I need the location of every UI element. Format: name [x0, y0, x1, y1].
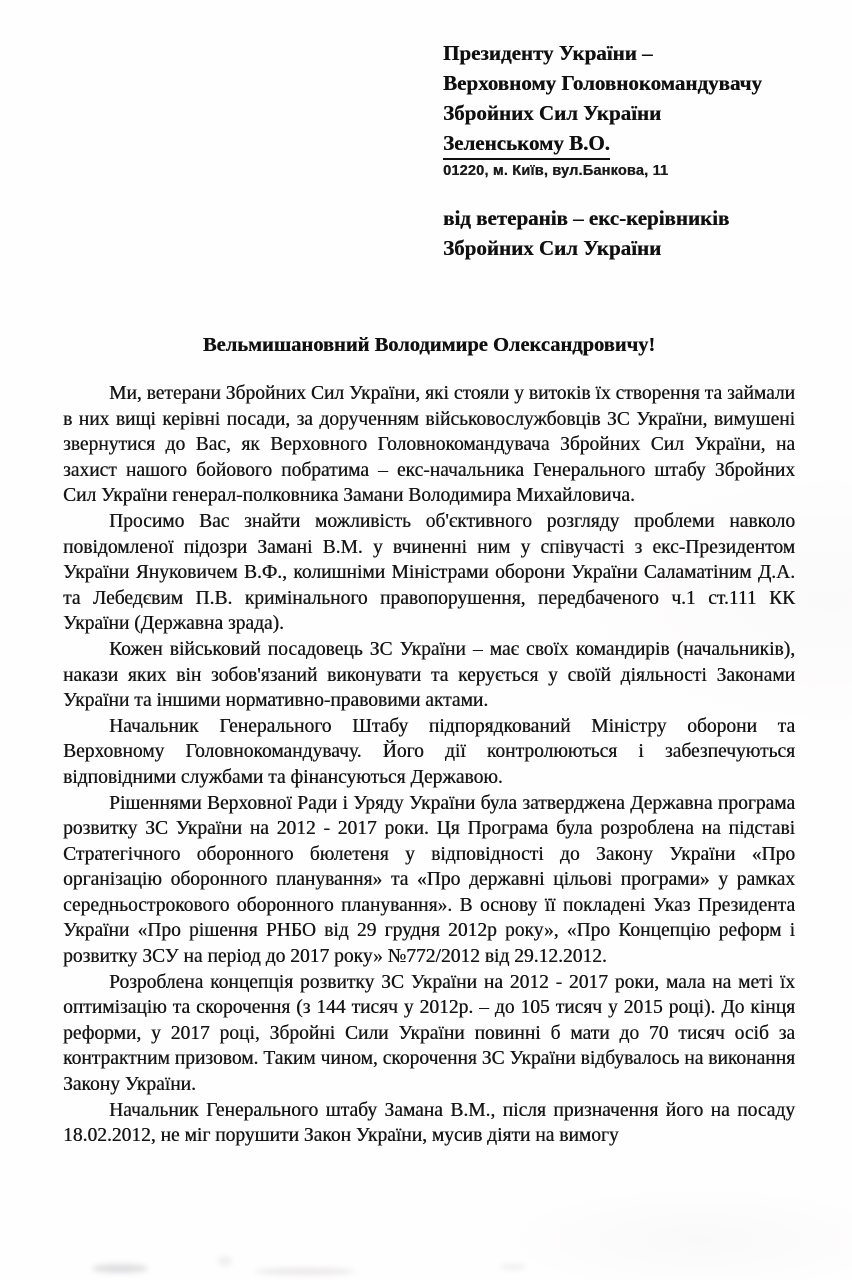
recipient-line: Верховному Головнокомандувачу [443, 71, 762, 95]
paragraph: Просимо Вас знайти можливість об'єктивного розгляду проблеми навколо повідомленої підозри Замані В.М. у вчиненні ним у співучасті з екс-Президентом України Януковичем В.Ф., колишніми Міністрами оборони України Саламатіним Д.А. та Лебедєвим П.В. кримінального правопорушення, передбаченого ч.1 ст.111 КК України (Державна зрада). [63, 510, 795, 635]
scan-artifact [255, 1268, 355, 1275]
recipient-line: Президенту України – [443, 41, 653, 65]
sender-block [443, 203, 803, 263]
salutation: Вельмишановний Володимире Олександровичу! [202, 334, 656, 356]
paragraph: Кожен військовий посадовець ЗС України – має своїх командирів (начальників), накази яких він зобов'язаний виконувати та керується у своїй діяльності Законами України та іншими нормативно-правовими актами. [63, 638, 795, 712]
recipient-name: Зеленському В.О. [443, 128, 610, 160]
paragraph: Начальник Генерального штабу Замана В.М., після призначення його на посаду 18.02.2012, не міг порушити Закон України, мусив діяти на вимогу [63, 1099, 795, 1147]
paragraph: Начальник Генерального Штабу підпорядкований Міністру оборони та Верховному Головнокомандувачу. Його дії контролюються і забезпечуються відповідними службами та фінансуються Державою. [63, 715, 795, 788]
paragraph: Ми, ветерани Збройних Сил України, які стояли у витоків їх створення та займали в них вищі керівні посади, за дорученням військовослужбовців ЗС України, вимушені звернутися до Вас, як Верховного Головнокомандувача Збройних Сил України, на захист нашого бойового побратима – екс-начальника Генерального штабу Збройних Сил України генерал-полковника Замани Володимира Михайловича. [63, 383, 795, 507]
paragraph: Рішеннями Верховної Ради і Уряду України була затверджена Державна програма розвитку ЗС України на 2012 - 2017 роки. Ця Програма була розроблена на підставі Стратегічного оборонного бюлетеня у відповідності до Закону України «Про організацію оборонного планування» та «Про державні цільові програми» у рамках середньострокового оборонного планування». В основу її покладені Указ Президента України «Про рішення РНБО від 29 грудня 2012р року», «Про Концепцію реформ і розвитку ЗСУ на період до 2017 року» №772/2012 від 29.12.2012. [63, 792, 795, 968]
recipient-name-line [443, 128, 803, 160]
scan-artifact [92, 1264, 148, 1273]
recipient-line: Збройних Сил України [443, 101, 662, 125]
recipient-address: 01220, м. Київ, вул.Банкова, 11 [443, 163, 669, 179]
scan-artifact [218, 1256, 232, 1266]
scan-artifact [500, 1264, 526, 1270]
sender-line: від ветеранів – екс-керівників [443, 206, 730, 230]
recipient-block [443, 38, 803, 182]
sender-line: Збройних Сил України [443, 236, 662, 260]
letter-body [63, 381, 795, 1149]
paragraph: Розроблена концепція розвитку ЗС України на 2012 - 2017 роки, мала на меті їх оптимізацію та скорочення (з 144 тисяч у 2012р. – до 105 тисяч у 2015 році). До кінця реформи, у 2017 році, Збройні Сили України повинні б мати до 70 тисяч осіб за контрактним призовом. Таким чином, скорочення ЗС України відбувалось на виконання Закону України. [63, 971, 795, 1096]
